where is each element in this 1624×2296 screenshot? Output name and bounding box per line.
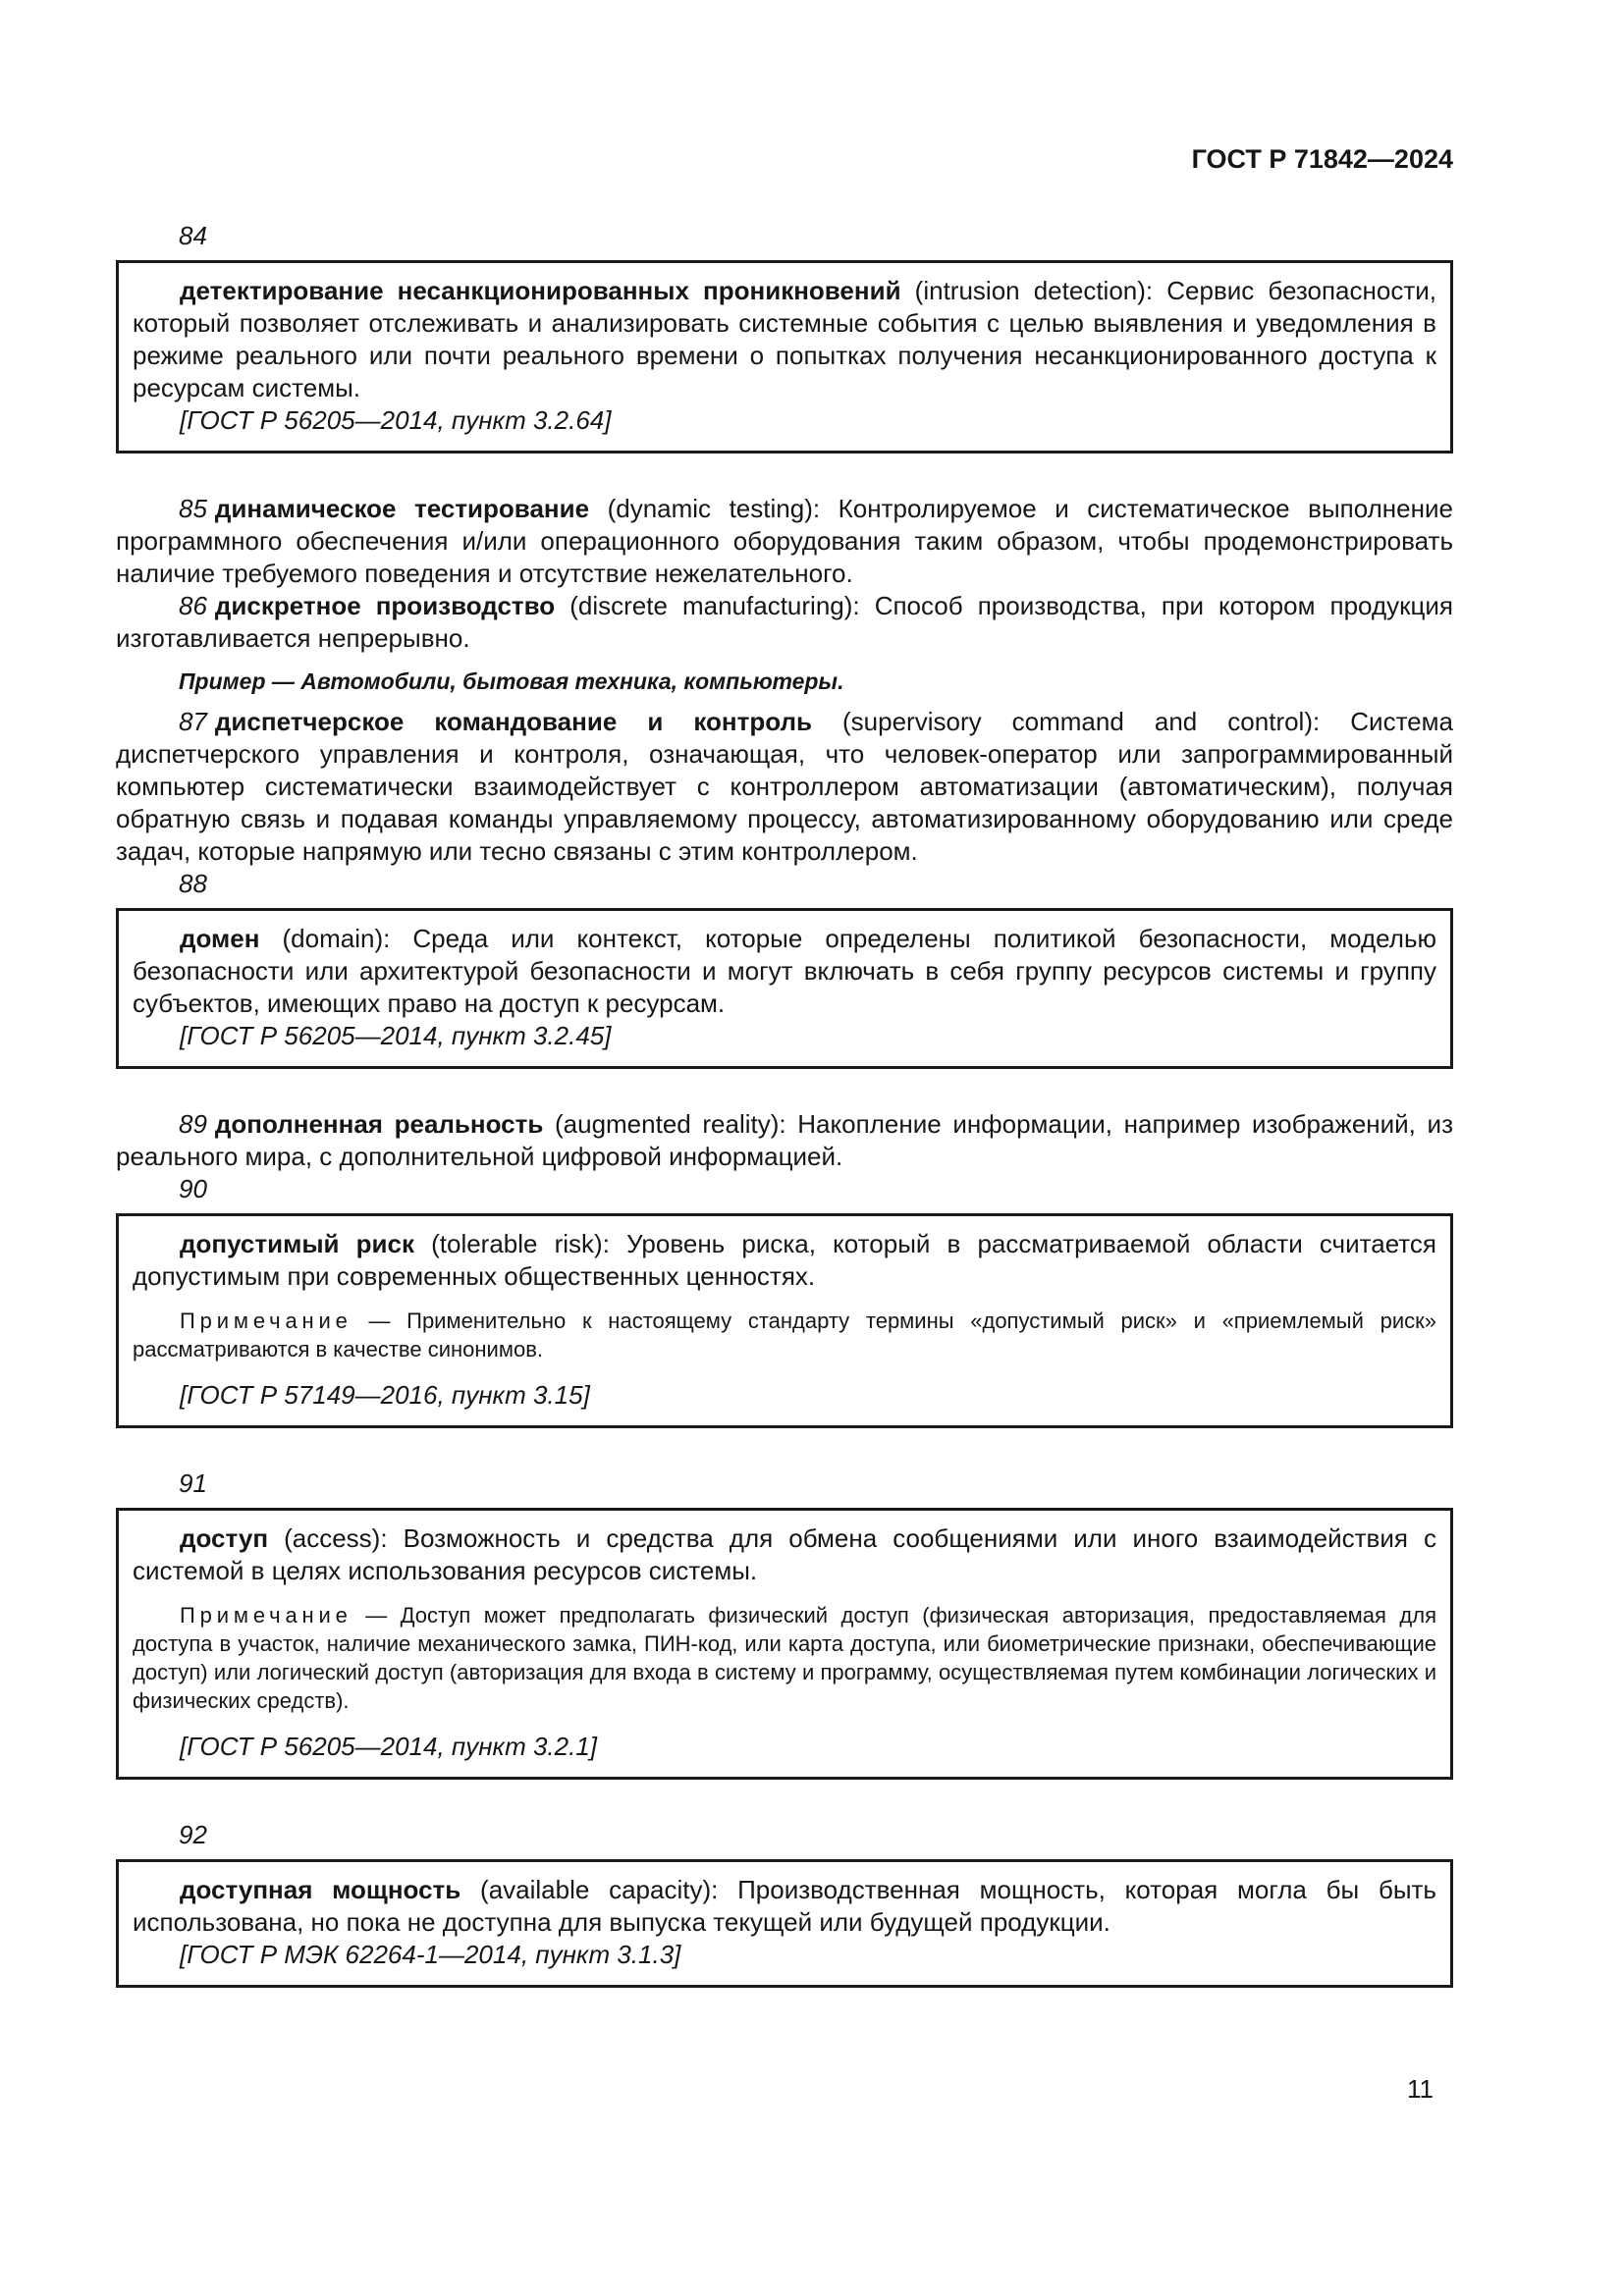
term-definition-88: Среда или контекст, которые определены политикой безопасности, моделью безопасности или архитектурой безопасности и могут включать в себя группу ресурсов системы и группу субъектов, имеющих право на доступ к ресурсам. [133,924,1436,1018]
term-paragraph-91 [133,1522,1436,1587]
term-number-87: 87 [179,707,207,736]
source-reference-91: [ГОСТ Р 56205—2014, пункт 3.2.1] [180,1732,598,1761]
source-reference-92: [ГОСТ Р МЭК 62264-1—2014, пункт 3.1.3] [180,1940,681,1969]
term-label-91: доступ [180,1523,269,1553]
term-definition-86: Способ производства, при котором продукция изготавливается непрерывно. [116,591,1453,653]
term-number-89: 89 [179,1109,207,1139]
page-number: 11 [1407,2074,1434,2104]
term-paragraph-88 [133,923,1436,1020]
term-number-85: 85 [179,494,207,523]
term-number-92: 92 [179,1820,207,1849]
term-definition-85: Контролируемое и систематическое выполнение программного обеспечения и/или операционного оборудования таким образом, чтобы продемонстрировать наличие требуемого поведения и отсутствие нежелательного. [116,494,1453,588]
term-entry-87 [116,706,1453,868]
note-text-91: — Доступ может предполагать физический доступ (физическая авторизация, предоставляемая для доступа в участок, наличие механического замка, ПИН-код, или карта доступа, или биометрические признаки, обеспечивающие доступ) или логический доступ (авторизация для входа в систему и программу, осуществляемая путем комбинации логических и физических средств). [133,1603,1436,1713]
term-number-91: 91 [179,1468,207,1498]
term-paragraph-84 [133,275,1436,404]
term-label-89: дополненная реальность [214,1109,544,1139]
note-91 [133,1601,1436,1715]
term-definition-87: Система диспетчерского управления и контроля, означающая, что человек-оператор или запрограммированный компьютер систематически взаимодействует с контроллером автоматизации (автоматическим), получая обратную связь и подавая команды управляемому процессу, автоматизированному оборудованию или среде задач, которые напрямую или тесно связаны с этим контроллером. [116,707,1453,866]
source-reference-90: [ГОСТ Р 57149—2016, пункт 3.15] [180,1380,590,1410]
term-english-87: (supervisory command and control): [811,707,1351,736]
term-english-89: (augmented reality): [543,1109,798,1139]
term-entry-86 [116,590,1453,655]
term-definition-91: Возможность и средства для обмена сообщениями или иного взаимодействия с системой в целях использования ресурсов системы. [133,1523,1436,1585]
note-label-91: Примечание [180,1603,352,1628]
term-english-91: (access): [268,1523,404,1553]
term-english-86: (discrete manufacturing): [555,591,875,620]
term-english-85: (dynamic testing): [589,494,839,523]
example-86: Пример — Автомобили, бытовая техника, компьютеры. [179,668,844,694]
term-label-92: доступная мощность [180,1875,461,1904]
term-box-91 [116,1508,1453,1780]
term-label-87: диспетчерское командование и контроль [214,707,812,736]
source-reference-88: [ГОСТ Р 56205—2014, пункт 3.2.45] [180,1021,612,1050]
standard-code: ГОСТ Р 71842—2024 [1191,144,1453,174]
term-english-92: (available capacity): [460,1875,738,1904]
term-label-88: домен [180,924,260,953]
term-label-90: допустимый риск [180,1229,414,1258]
term-box-88 [116,908,1453,1069]
term-definition-84: Сервис безопасности, который позволяет отслеживать и анализировать системные события с целью выявления и уведомления в режиме реального или почти реального времени о попытках получения несанкционированного доступа к ресурсам системы. [133,276,1436,402]
term-box-92 [116,1859,1453,1988]
term-english-84: (intrusion detection): [900,276,1167,305]
term-label-85: динамическое тестирование [214,494,590,523]
term-english-90: (tolerable risk): [413,1229,627,1258]
term-entry-85 [116,493,1453,590]
term-paragraph-90 [133,1228,1436,1293]
note-text-90: — Применительно к настоящему стандарту термины «допустимый риск» и «приемлемый риск» рассматриваются в качестве синонимов. [133,1308,1436,1362]
note-90 [133,1307,1436,1363]
term-paragraph-92 [133,1874,1436,1939]
term-number-86: 86 [179,591,207,620]
term-definition-92: Производственная мощность, которая могла бы быть использована, но пока не доступна для выпуска текущей или будущей продукции. [133,1875,1436,1937]
term-number-90: 90 [179,1174,207,1203]
term-label-86: дискретное производство [214,591,556,620]
term-entry-89 [116,1108,1453,1173]
source-reference-84: [ГОСТ Р 56205—2014, пункт 3.2.64] [180,405,612,435]
term-box-84 [116,260,1453,454]
term-label-84: детектирование несанкционированных проникновений [180,276,901,305]
term-definition-90: Уровень риска, который в рассматриваемой области считается допустимым при современных общественных ценностях. [133,1229,1436,1291]
term-number-84: 84 [179,221,207,250]
term-english-88: (domain): [259,924,413,953]
term-number-88: 88 [179,869,207,898]
term-definition-89: Накопление информации, например изображений, из реального мира, с дополнительной цифровой информацией. [116,1109,1453,1171]
note-label-90: Примечание [180,1308,352,1333]
term-box-90 [116,1213,1453,1428]
